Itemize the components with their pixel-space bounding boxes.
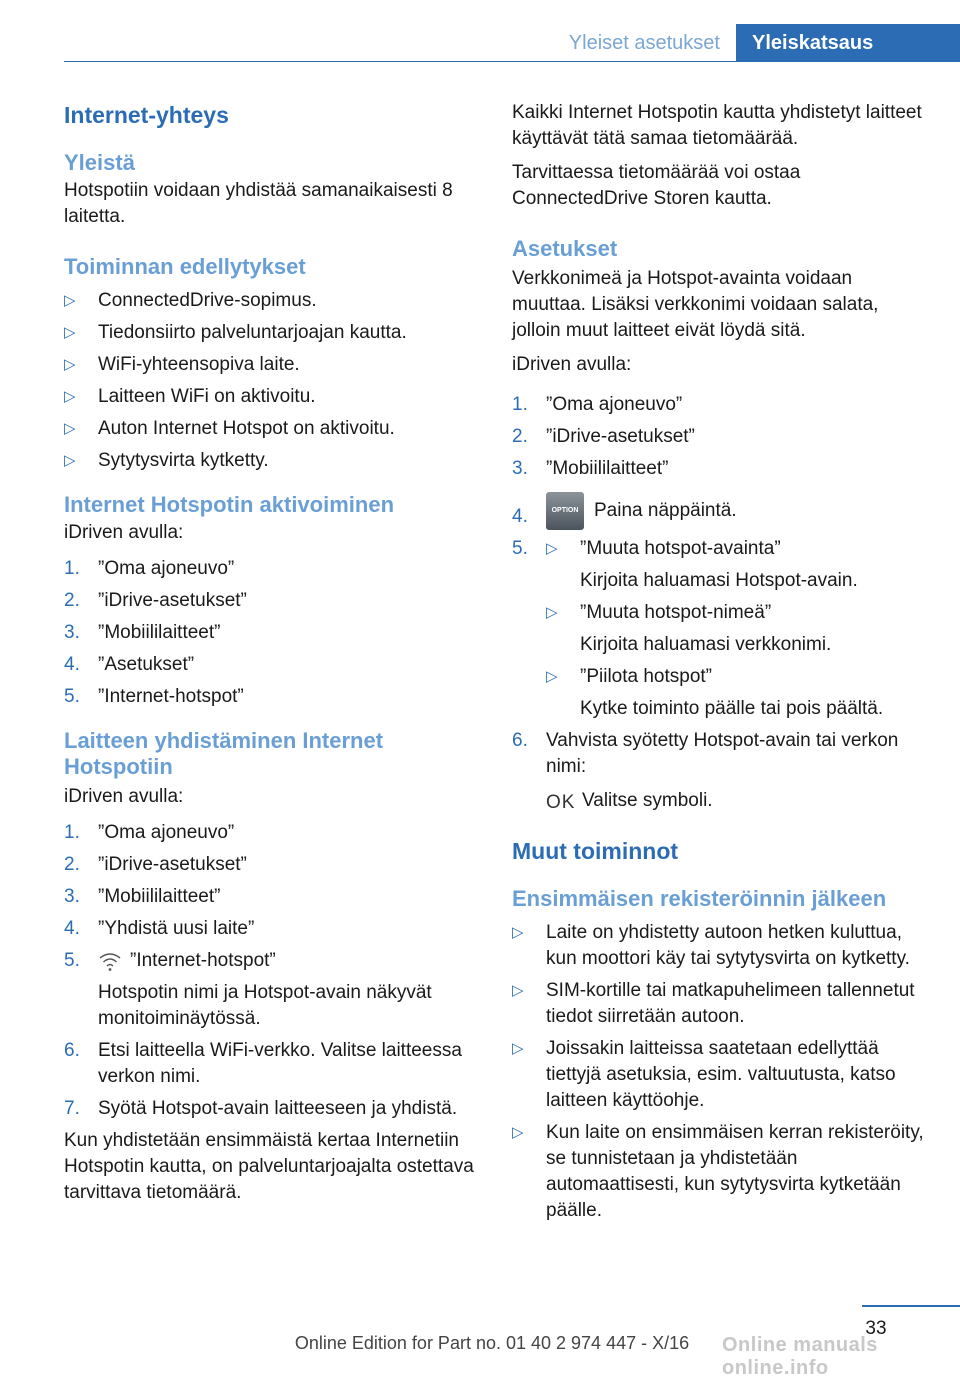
data-purchase-text: Tarvittaessa tietomäärää voi ostaa ConnectedDrive Storen kautta.	[512, 162, 801, 209]
header-divider	[64, 61, 960, 62]
list-item: 4. ”Asetukset”	[64, 654, 195, 675]
connect-outro: Kun yhdistetään ensimmäistä kertaa Internetiin Hotspotin kautta, on palveluntarjoajalta ostettava tarvittava tietomäärä.	[64, 1130, 474, 1203]
header-active-tab: Yleiskatsaus	[736, 24, 960, 62]
list-item: 1. ”Oma ajoneuvo”	[64, 822, 235, 843]
list-item: 1. ”Oma ajoneuvo”	[512, 394, 683, 415]
list-item: ▷ SIM-kortille tai matkapuhelimeen tallennetut tiedot siirretään autoon.	[512, 980, 915, 1027]
connect-steps	[64, 820, 482, 1122]
right-column	[512, 100, 930, 1230]
list-item: 2. ”iDrive-asetukset”	[64, 854, 247, 875]
settings-text: Verkkonimeä ja Hotspot-avainta voidaan muuttaa. Lisäksi verkkonimi voidaan salata, jolloin muut laitteet eivät löydä sitä.	[512, 268, 879, 341]
footer-divider	[862, 1305, 960, 1307]
list-item: ▷ Laite on yhdistetty autoon hetken kuluttua, kun moottori käy tai sytytysvirta on kytketty.	[512, 922, 910, 969]
wifi-icon	[98, 950, 122, 972]
heading-first-registration: Ensimmäisen rekisteröinnin jälkeen	[512, 886, 887, 911]
data-sharing-text: Kaikki Internet Hotspotin kautta yhdistetyt laitteet käyttävät tätä samaa tietomäärää.	[512, 102, 922, 149]
list-item: ▷ Tiedonsiirto palveluntarjoajan kautta.	[64, 322, 407, 343]
settings-intro: iDriven avulla:	[512, 354, 632, 375]
heading-general: Yleistä	[64, 150, 135, 175]
list-item: 5. ▷ ”Muuta hotspot-avainta” Kirjoita haluamasi Hotspot-avain. ▷ ”Muuta hotspot-nimeä” Kirjoita haluamasi verkkonimi. ▷ ”Piilota hotspot” Kytke toiminto päälle tai pois päältä.	[512, 536, 930, 722]
list-item: ▷ ”Piilota hotspot” Kytke toiminto päälle tai pois päältä.	[546, 666, 884, 719]
list-item: ▷ WiFi-yhteensopiva laite.	[64, 354, 300, 375]
list-item: 2. ”iDrive-asetukset”	[64, 590, 247, 611]
edition-text: Online Edition for Part no. 01 40 2 974 447 - X/16	[294, 1333, 690, 1353]
list-item: ▷ Sytytysvirta kytketty.	[64, 450, 269, 471]
section-title-other: Muut toiminnot	[512, 838, 679, 864]
list-item: 4. OPTION Paina näppäintä.	[512, 492, 930, 530]
list-item: ▷ ConnectedDrive-sopimus.	[64, 290, 317, 311]
page-number: 33	[865, 1318, 887, 1339]
list-item: 7. Syötä Hotspot-avain laitteeseen ja yhdistä.	[64, 1098, 458, 1119]
list-item: 6. Vahvista syötetty Hotspot-avain tai verkon nimi: OK Valitse symboli.	[512, 730, 899, 813]
activation-intro: iDriven avulla:	[64, 522, 184, 543]
list-item: ▷ ”Muuta hotspot-nimeä” Kirjoita haluamasi verkkonimi.	[546, 602, 832, 655]
list-item: 6. Etsi laitteella WiFi-verkko. Valitse laitteessa verkon nimi.	[64, 1040, 462, 1087]
connect-intro: iDriven avulla:	[64, 786, 184, 807]
ok-icon: OK	[546, 791, 576, 813]
list-item: 3. ”Mobiililaitteet”	[64, 886, 221, 907]
list-item: ▷ Laitteen WiFi on aktivoitu.	[64, 386, 316, 407]
first-registration-list	[512, 920, 930, 1224]
list-item: 5. ”Internet-hotspot”	[64, 686, 244, 707]
list-item: ▷ Auton Internet Hotspot on aktivoitu.	[64, 418, 395, 439]
settings-steps	[512, 392, 930, 814]
list-item: ▷ Joissakin laitteissa saatetaan edellyttää tiettyjä asetuksia, esim. valtuutusta, katso laitteen käyttöohje.	[512, 1038, 896, 1111]
activation-steps	[64, 556, 482, 710]
heading-requirements: Toiminnan edellytykset	[64, 254, 306, 279]
header-section-label: Yleiset asetukset	[568, 32, 720, 54]
list-item: 3. ”Mobiililaitteet”	[64, 622, 221, 643]
list-item: ▷ Kun laite on ensimmäisen kerran rekisteröity, se tunnistetaan ja yhdistetään automaattisesti, kun sytytysvirta kytketään päälle.	[512, 1122, 924, 1221]
option-button-icon: OPTION	[546, 492, 584, 530]
requirements-list	[64, 288, 482, 474]
heading-settings: Asetukset	[512, 236, 618, 261]
list-item: 3. ”Mobiililaitteet”	[512, 458, 669, 479]
step-note: Hotspotin nimi ja Hotspot-avain näkyvät monitoiminäytössä.	[98, 982, 432, 1029]
list-item: 4. ”Yhdistä uusi laite”	[64, 918, 255, 939]
settings-sub-list	[546, 536, 930, 722]
list-item: 2. ”iDrive-asetukset”	[512, 426, 695, 447]
general-text: Hotspotiin voidaan yhdistää samanaikaisesti 8 laitetta.	[64, 180, 453, 227]
list-item: 5. ”Internet-hotspot” Hotspotin nimi ja Hotspot-avain näkyvät monitoiminäytössä.	[64, 948, 482, 1032]
left-column	[64, 100, 482, 1206]
list-item: 1. ”Oma ajoneuvo”	[64, 558, 235, 579]
page-header	[0, 0, 960, 62]
section-title-internet: Internet-yhteys	[64, 102, 229, 128]
watermark: Online manuals online.info	[722, 1334, 878, 1379]
list-item: ▷ ”Muuta hotspot-avainta” Kirjoita haluamasi Hotspot-avain.	[546, 538, 858, 591]
heading-connect: Laitteen yhdistäminen Internet Hotspotiin	[64, 728, 384, 779]
heading-activation: Internet Hotspotin aktivoiminen	[64, 492, 395, 517]
